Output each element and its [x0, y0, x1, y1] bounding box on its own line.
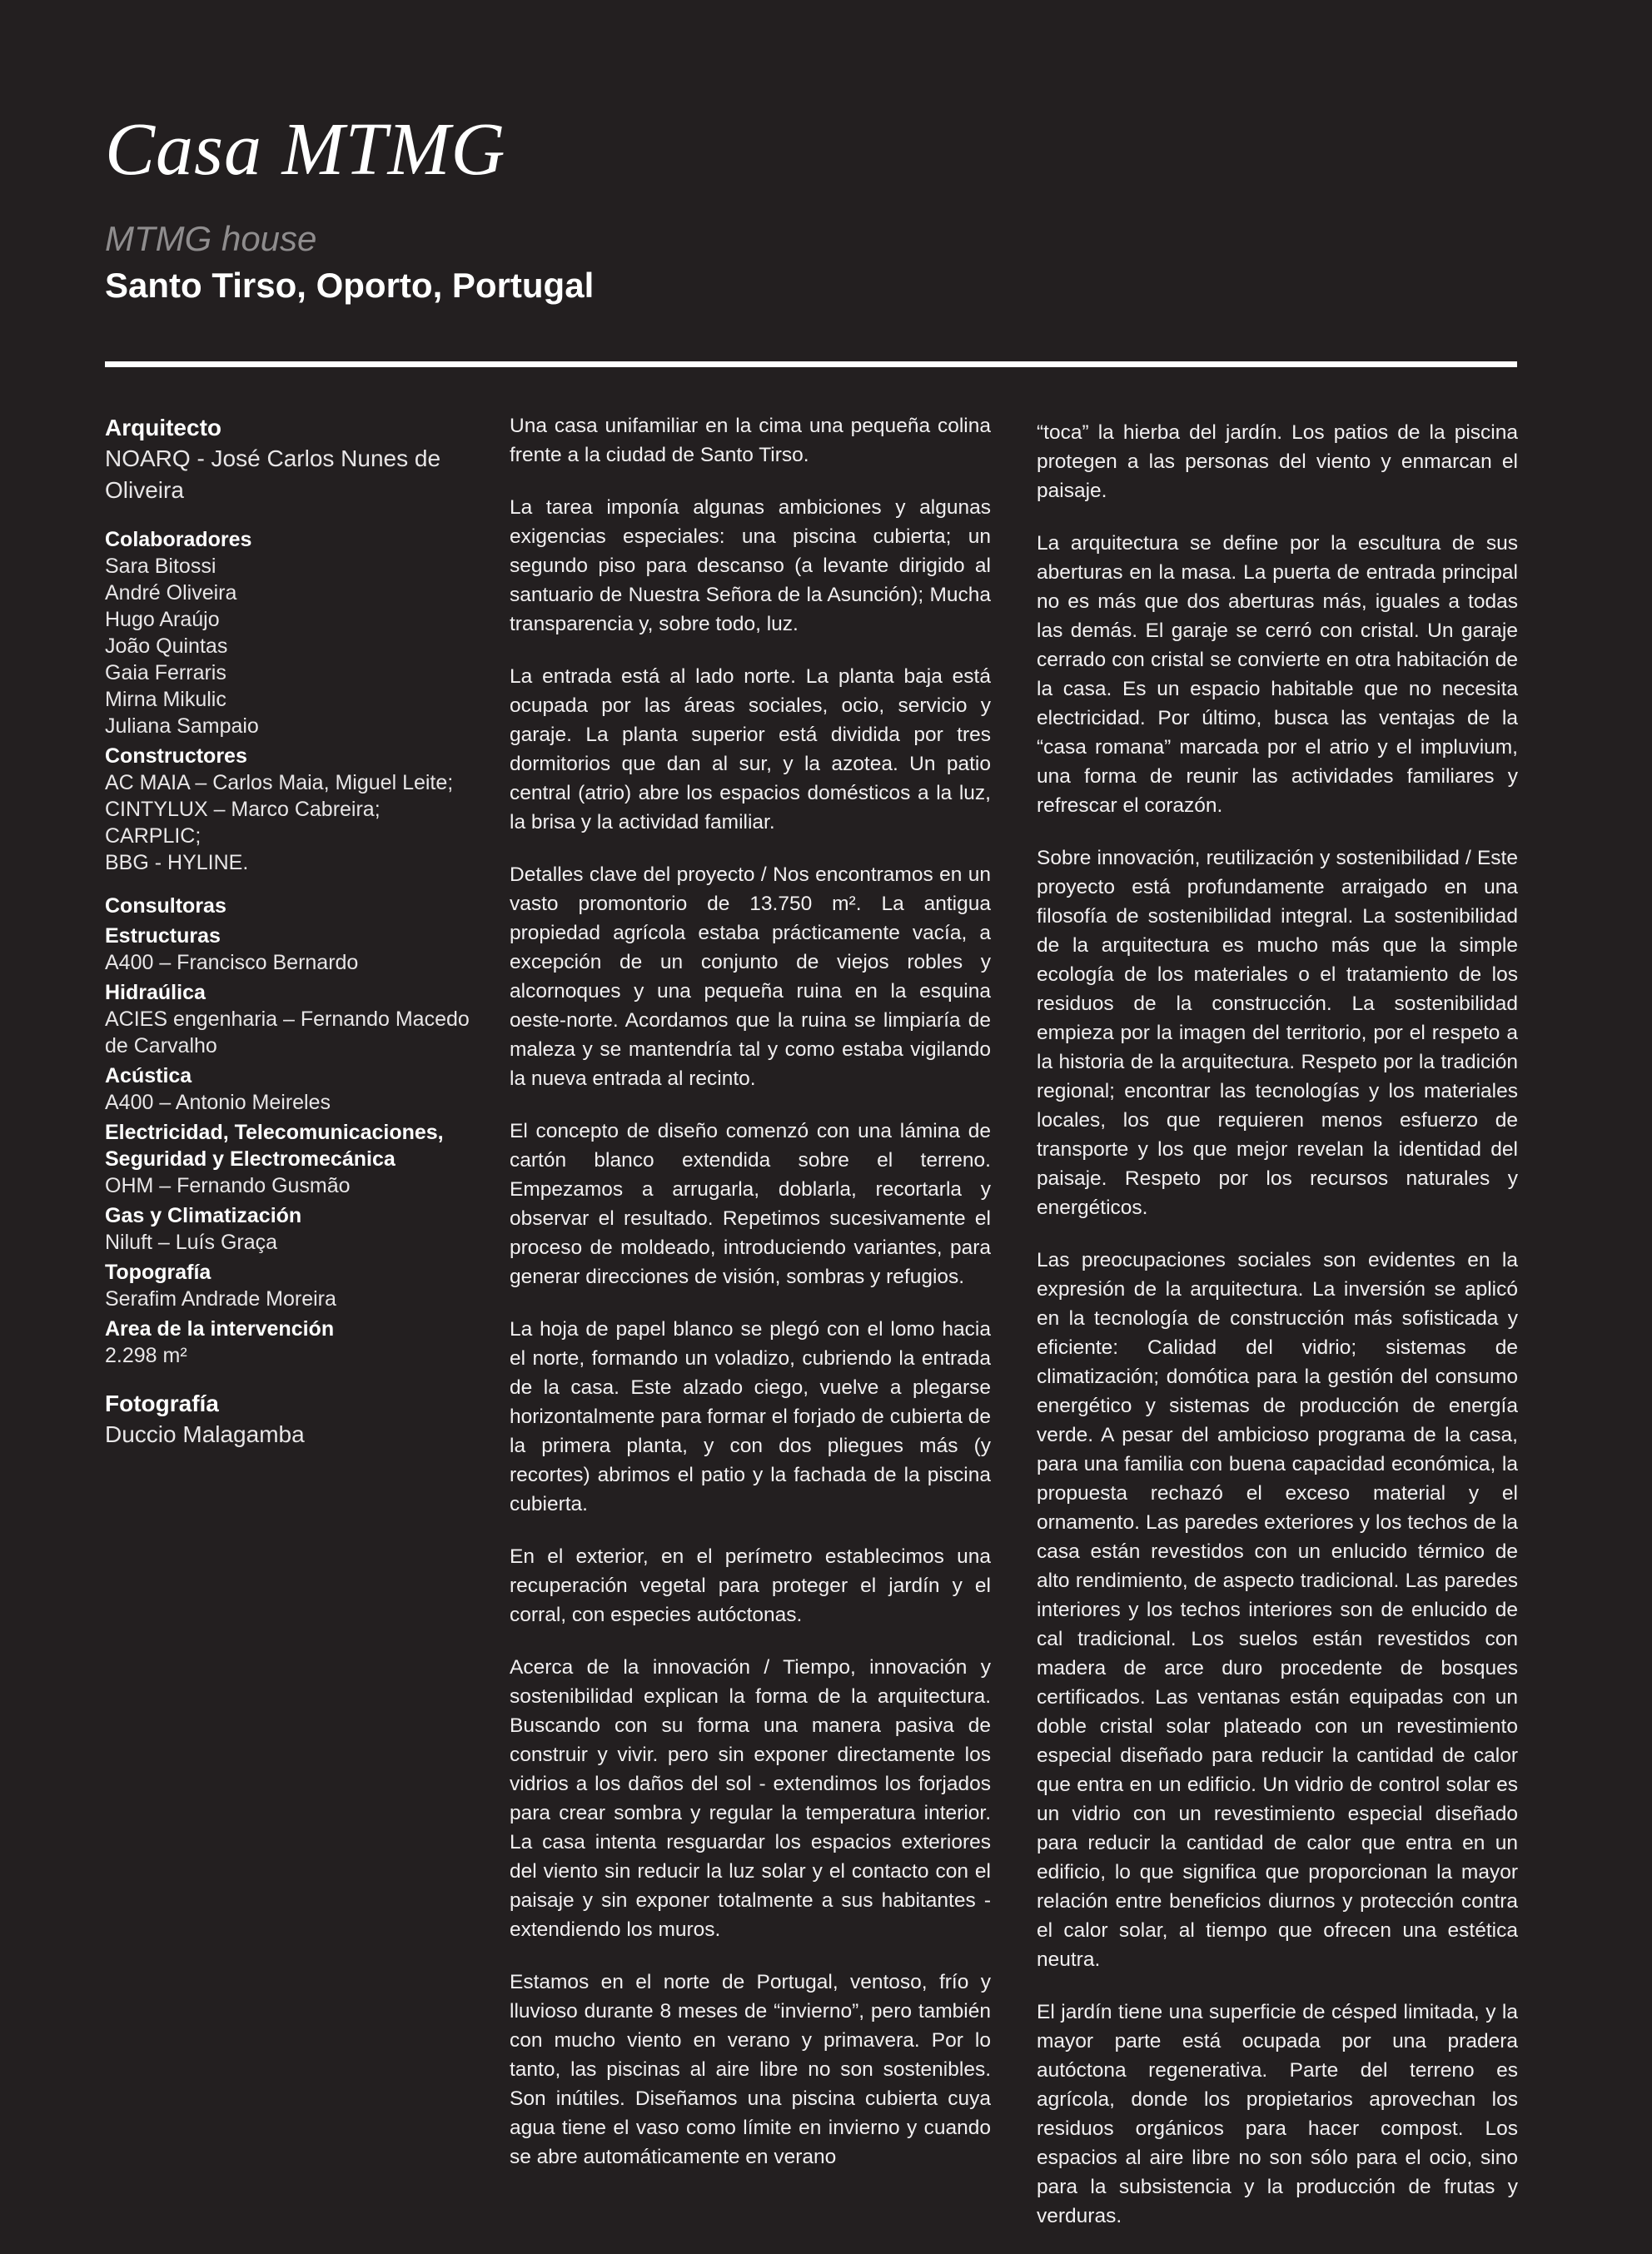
architect-label: Arquitecto [105, 415, 221, 440]
body-paragraph: Las preocupaciones sociales son evidentes en la expresión de la arquitectura. La inversión se aplicó en la tecnología de construcción más sofisticada y eficiente: Calidad del vidrio; sistemas de climatización; domótica para la gestión del consumo energético y sistemas de producción de energía verde. A pesar del ambicioso programa de la casa, para una familia con buena capacidad económica, la propuesta rechazó el exceso material y el ornamento. Las paredes exteriores y los techos de la casa están revestidos con un enlucido térmico de alto rendimiento, de aspecto tradicional. Las paredes interiores y los techos interiores son de enlucido de cal tradicional. Los suelos están revestidos con madera de arce duro procedente de bosques certificados. Las ventanas están equipadas con un doble cristal solar plateado con un revestimiento especial diseñado para reducir la cantidad de calor que entra en un edificio. Un vidrio de control solar es un vidrio con un revestimiento especial diseñado para reducir la cantidad de calor que entra en un edificio, lo que significa que proporcionan la mayor relación entre beneficios diurnos y protección contra el calor solar, al tiempo que ofrecen una estética neutra. [1037, 1249, 1518, 1971]
page-title: Casa MTMG [105, 108, 506, 191]
builder-item: CARPLIC; [105, 824, 202, 848]
body-column-2 [1037, 418, 1518, 2254]
collaborator-item: Juliana Sampaio [105, 714, 259, 738]
collaborator-item: Sara Bitossi [105, 555, 216, 578]
collaborator-item: Gaia Ferraris [105, 661, 226, 684]
body-paragraph: El jardín tiene una superficie de césped limitada, y la mayor parte está ocupada por una pradera autóctona regenerativa. Parte del terreno es agrícola, donde los propietarios aprovechan los residuos orgánicos para hacer compost. Los espacios al aire libre no son sólo para el ocio, sino para la subsistencia y la producción de frutas y verduras. [1037, 2001, 1518, 2227]
consultant-label: Hidraúlica [105, 981, 206, 1004]
builder-item: AC MAIA – Carlos Maia, Miguel Leite; [105, 771, 454, 794]
body-paragraph: Detalles clave del proyecto / Nos encontramos en un vasto promontorio de 13.750 m². La antigua propiedad agrícola estaba prácticamente vacía, a excepción de un conjunto de viejos robles y alcornoques y una pequeña ruina en la esquina oeste-norte. Acordamos que la ruina se limpiaría de maleza y se mantendría tal y como estaba vigilando la nueva entrada al recinto. [510, 863, 991, 1090]
consultant-value: A400 – Francisco Bernardo [105, 951, 359, 974]
body-column-1 [510, 411, 991, 2195]
body-paragraph: Una casa unifamiliar en la cima una pequeña colina frente a la ciudad de Santo Tirso. [510, 415, 991, 466]
consultant-value: Serafim Andrade Moreira [105, 1287, 336, 1311]
header-divider [105, 361, 1517, 367]
photography-label: Fotografía [105, 1391, 219, 1416]
collaborator-item: João Quintas [105, 634, 228, 658]
collaborator-item: Mirna Mikulic [105, 688, 226, 711]
consultant-value: ACIES engenharia – Fernando Macedo de Carvalho [105, 1008, 470, 1057]
body-paragraph: Acerca de la innovación / Tiempo, innovación y sostenibilidad explican la forma de la arquitectura. Buscando con su forma una manera pasiva de construir y vivir. pero sin exponer directamente los vidrios a los daños del sol - extendimos los forjados para crear sombra y regular la temperatura interior. La casa intenta resguardar los espacios exteriores del viento sin reducir la luz solar y el contacto con el paisaje y sin exponer totalmente a sus habitantes - extendiendo los muros. [510, 1656, 991, 1941]
page-subtitle: MTMG house [105, 219, 317, 258]
consultants-label: Consultoras [105, 894, 226, 918]
body-paragraph: La entrada está al lado norte. La planta baja está ocupada por las áreas sociales, ocio, servicio y garaje. La planta superior está dividida por tres dormitorios que dan al sur, y la azotea. Un patio central (atrio) abre los espacios domésticos a la luz, la brisa y la actividad familiar. [510, 665, 991, 833]
body-paragraph: La tarea imponía algunas ambiciones y algunas exigencias especiales: una piscina cubierta; un segundo piso para descanso (a levante dirigido al santuario de Nuestra Señora de la Asunción); Mucha transparencia y, sobre todo, luz. [510, 496, 991, 635]
consultant-label: Acústica [105, 1064, 192, 1087]
builders-label: Constructores [105, 744, 247, 768]
builder-item: BBG - HYLINE. [105, 851, 249, 874]
collaborator-item: André Oliveira [105, 581, 237, 605]
body-paragraph: Estamos en el norte de Portugal, ventoso, frío y lluvioso durante 8 meses de “invierno”, pero también con mucho viento en verano y primavera. Por lo tanto, las piscinas al aire libre no son sostenibles. Son inútiles. Diseñamos una piscina cubierta cuya agua tiene el vaso como límite en invierno y cuando se abre automáticamente en verano [510, 1971, 991, 2168]
consultant-value: 2.298 m² [105, 1344, 187, 1367]
consultant-label: Area de la intervención [105, 1317, 335, 1341]
body-paragraph: La hoja de papel blanco se plegó con el lomo hacia el norte, formando un voladizo, cubriendo la entrada de la casa. Este alzado ciego, vuelve a plegarse horizontalmente para formar el forjado de cubierta de la primera planta, y con dos pliegues más (y recortes) abrimos el patio y la fachada de la piscina cubierta. [510, 1318, 991, 1515]
consultant-value: Niluft – Luís Graça [105, 1231, 278, 1254]
project-location: Santo Tirso, Oporto, Portugal [105, 266, 595, 305]
builder-item: CINTYLUX – Marco Cabreira; [105, 798, 381, 821]
body-paragraph: En el exterior, en el perímetro establecimos una recuperación vegetal para proteger el jardín y el corral, con especies autóctonas. [510, 1545, 991, 1626]
collaborators-label: Colaboradores [105, 528, 252, 551]
consultant-value: A400 – Antonio Meireles [105, 1091, 331, 1114]
consultant-label: Gas y Climatización [105, 1204, 302, 1227]
credits-sidebar [105, 413, 471, 1450]
consultant-label: Estructuras [105, 924, 221, 948]
consultant-label: Topografía [105, 1261, 211, 1284]
consultant-label: Electricidad, Telecomunicaciones, Seguridad y Electromecánica [105, 1121, 444, 1171]
body-paragraph: La arquitectura se define por la escultura de sus aberturas en la masa. La puerta de entrada principal no es más que dos aberturas más, iguales a todas las demás. El garaje se cerró con cristal. Un garaje cerrado con cristal se convierte en otra habitación de la casa. Es un espacio habitable que no necesita electricidad. Por último, busca las ventajas de la “casa romana” marcada por el atrio y el impluvium, una forma de reunir las actividades familiares y refrescar el corazón. [1037, 532, 1518, 817]
architect-name: NOARQ - José Carlos Nunes de Oliveira [105, 445, 441, 503]
consultant-value: OHM – Fernando Gusmão [105, 1174, 351, 1197]
body-paragraph: Sobre innovación, reutilización y sostenibilidad / Este proyecto está profundamente arraigado en una filosofía de sostenibilidad integral. La sostenibilidad de la arquitectura es mucho más que la simple ecología de los materiales o el tratamiento de los residuos de la construcción. La sostenibilidad empieza por la imagen del territorio, por el respeto a la historia de la arquitectura. Respeto por la tradición regional; encontrar las tecnologías y los materiales locales, los que requieren menos esfuerzo de transporte y los que mejor revelan la identidad del paisaje. Respeto por los recursos naturales y energéticos. [1037, 847, 1518, 1219]
collaborator-item: Hugo Araújo [105, 608, 220, 631]
body-paragraph: “toca” la hierba del jardín. Los patios de la piscina protegen a las personas del viento y enmarcan el paisaje. [1037, 421, 1518, 502]
photographer-name: Duccio Malagamba [105, 1421, 305, 1447]
body-paragraph: El concepto de diseño comenzó con una lámina de cartón blanco extendida sobre el terreno. Empezamos a arrugarla, doblarla, recortarla y observar el resultado. Repetimos sucesivamente el proceso de moldeado, introduciendo variantes, para generar direcciones de visión, sombras y refugios. [510, 1120, 991, 1288]
